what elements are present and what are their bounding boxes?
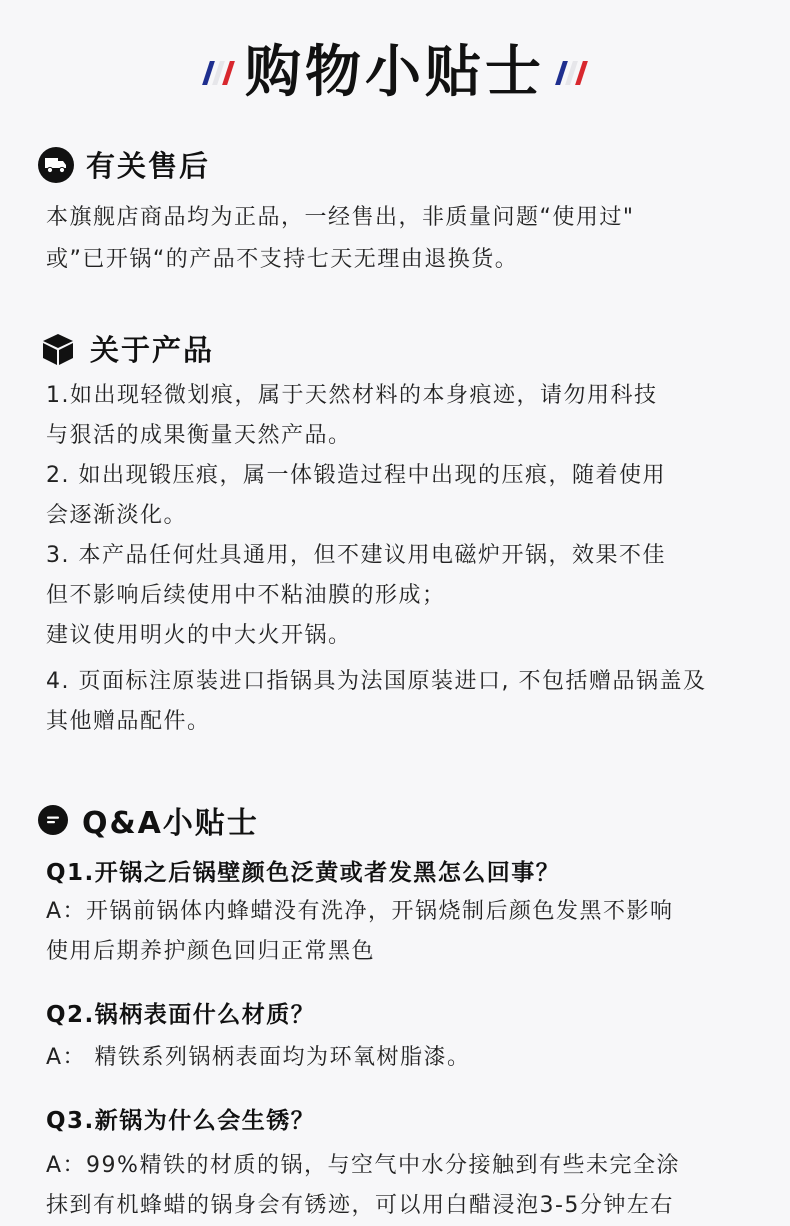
- box-icon: [38, 331, 78, 367]
- qa-answer-line: A：开锅前锅体内蜂蜡没有洗净，开锅烧制后颜色发黑不影响: [46, 899, 674, 924]
- section-heading-after-sales: [38, 144, 210, 185]
- chat-bubble-icon: [38, 805, 68, 835]
- product-item-line: 1.如出现轻微划痕，属于天然材料的本身痕迹，请勿用科技: [46, 383, 658, 408]
- section-heading-qa: [38, 798, 259, 842]
- flag-stripes-left: [206, 61, 231, 85]
- section-heading-product: [38, 328, 214, 369]
- qa-answer-line: A：99%精铁的材质的锅，与空气中水分接触到有些未完全涂: [46, 1153, 680, 1178]
- truck-icon: [38, 147, 74, 183]
- product-item-line: 3. 本产品任何灶具通用，但不建议用电磁炉开锅，效果不佳: [46, 543, 666, 568]
- qa-answer-line: 抹到有机蜂蜡的锅身会有锈迹，可以用白醋浸泡3-5分钟左右: [46, 1193, 674, 1218]
- flag-stripe-red: [222, 61, 235, 85]
- flag-stripe-red: [575, 61, 588, 85]
- product-item-line: 其他赠品配件。: [46, 709, 211, 734]
- page-header: [0, 38, 790, 108]
- qa-question: Q2.锅柄表面什么材质？: [46, 1002, 316, 1028]
- page-title: 购物小贴士: [245, 40, 545, 105]
- section-heading-text: 关于产品: [90, 333, 215, 367]
- qa-answer-line: 使用后期养护颜色回归正常黑色: [46, 939, 376, 964]
- product-item-line: 但不影响后续使用中不粘油膜的形成；: [46, 583, 446, 608]
- product-item-line: 会逐渐淡化。: [46, 503, 188, 528]
- section-heading-text: 有关售后: [86, 149, 211, 183]
- section-heading-text: Q&A小贴士: [82, 806, 259, 841]
- flag-stripes-right: [559, 61, 584, 85]
- product-item-line: 与狠活的成果衡量天然产品。: [46, 423, 352, 448]
- product-item-line: 2. 如出现锻压痕，属一体锻造过程中出现的压痕，随着使用: [46, 463, 666, 488]
- product-item-line: 4. 页面标注原装进口指锅具为法国原装进口, 不包括赠品锅盖及: [46, 669, 707, 694]
- qa-question: Q1.开锅之后锅壁颜色泛黄或者发黑怎么回事？: [46, 860, 561, 886]
- qa-answer-line: A： 精铁系列锅柄表面均为环氧树脂漆。: [46, 1045, 471, 1070]
- after-sales-line: 或”已开锅“的产品不支持七天无理由退换货。: [46, 247, 519, 272]
- after-sales-line: 本旗舰店商品均为正品，一经售出，非质量问题“使用过": [46, 205, 635, 230]
- product-item-line: 建议使用明火的中大火开锅。: [46, 623, 352, 648]
- qa-question: Q3.新锅为什么会生锈？: [46, 1108, 316, 1134]
